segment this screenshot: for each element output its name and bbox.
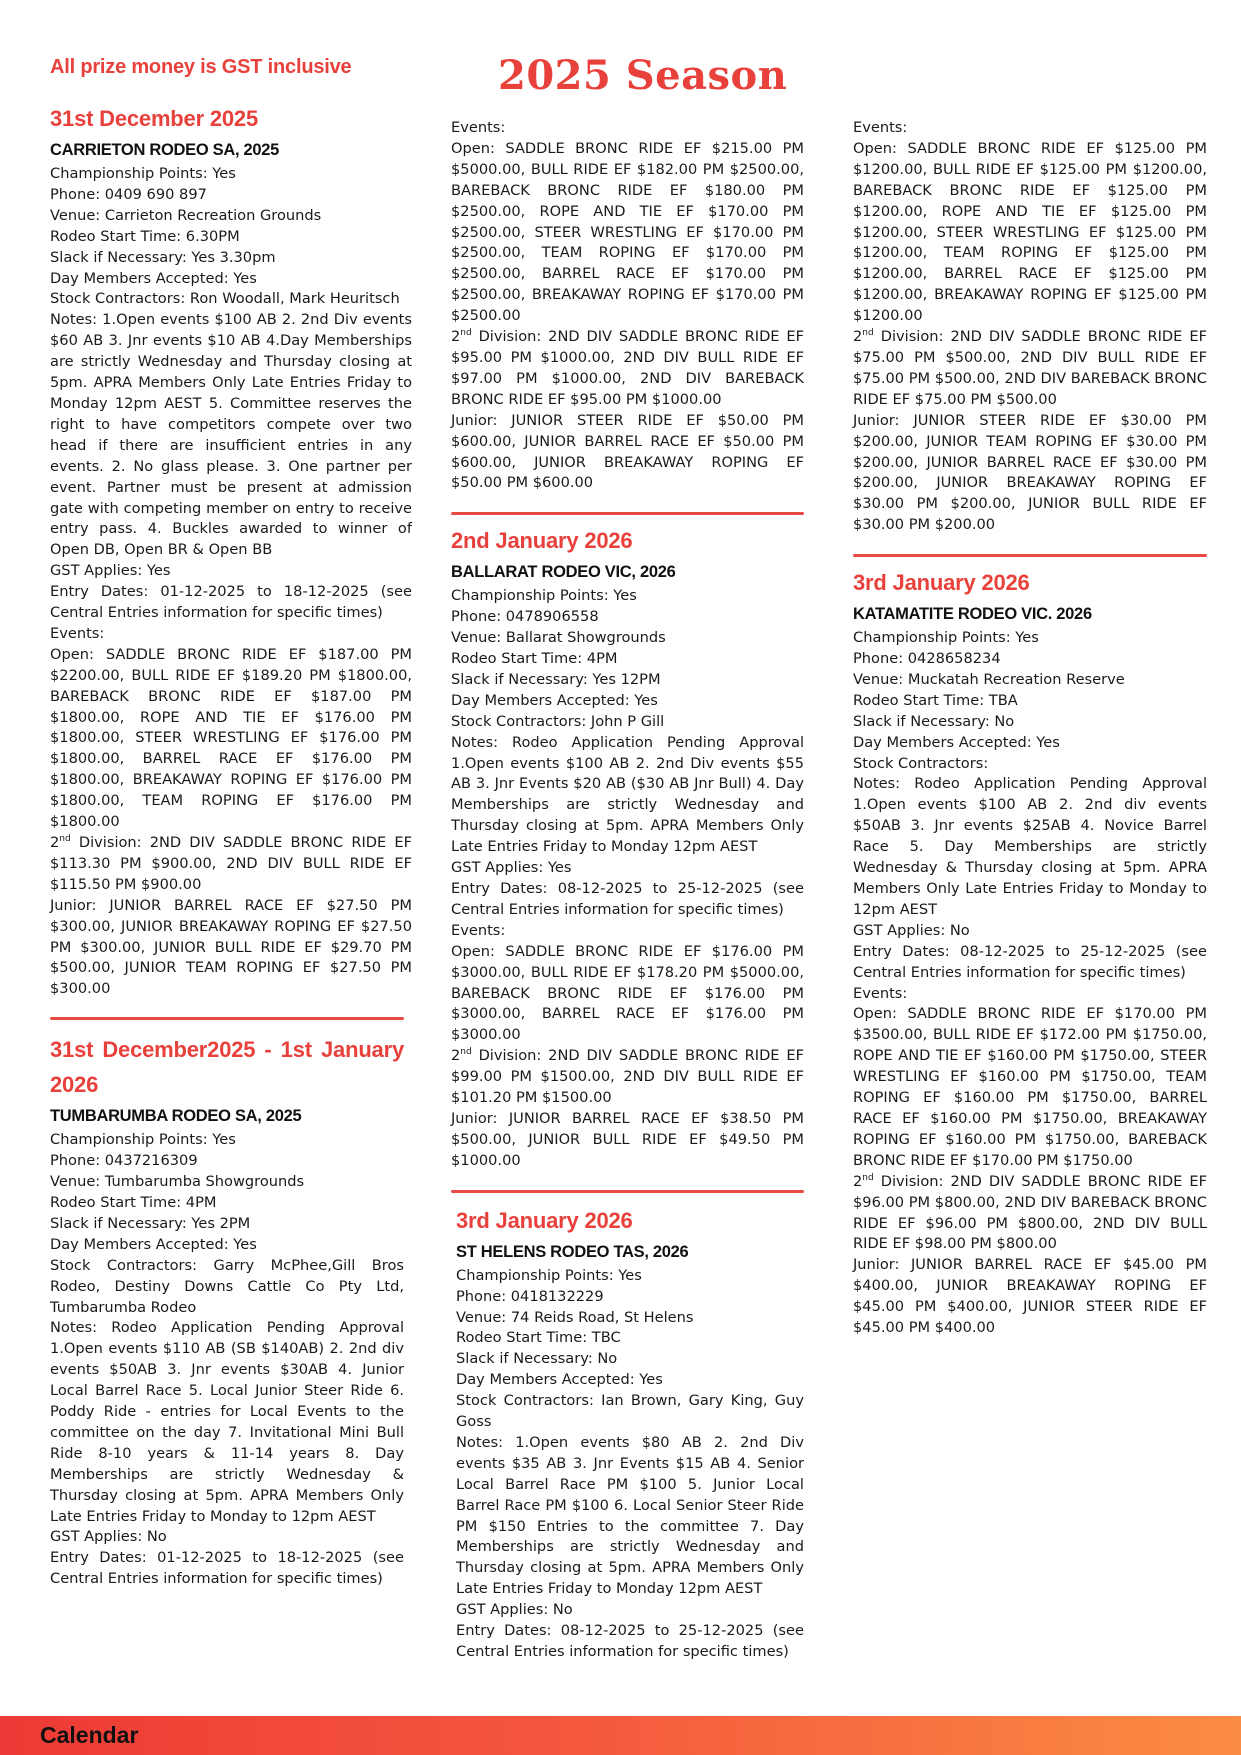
phone: Phone: 0409 690 897 bbox=[50, 185, 207, 203]
phone: Phone: 0428658234 bbox=[853, 650, 1001, 668]
second-division: 2nd Division: 2ND DIV SADDLE BRONC RIDE EF $75.00 PM $500.00, 2ND DIV BULL RIDE EF $75.00 PM $500.00, 2ND DIV BAREBACK BRONC RIDE EF $75.00 PM $500.00 bbox=[853, 328, 1207, 408]
championship-points: Championship Points: Yes bbox=[853, 629, 1039, 647]
notes: Notes: Rodeo Application Pending Approval 1.Open events $100 AB 2. 2nd div events $50AB 3. Jnr events $25AB 4. Novice Barrel Race 5. Day Memberships are strictly Wednesday & Thursday closing at 5pm. APRA Members Only Late Entries Friday to Monday to 12pm AEST bbox=[853, 775, 1207, 918]
day-members: Day Members Accepted: Yes bbox=[853, 733, 1060, 751]
event-carrieton bbox=[50, 101, 412, 1000]
second-division: 2nd Division: 2ND DIV SADDLE BRONC RIDE EF $96.00 PM $800.00, 2ND DIV BAREBACK BRONC RIDE EF $96.00 PM $800.00, 2ND DIV BULL RIDE EF $98.00 PM $800.00 bbox=[853, 1172, 1207, 1253]
junior-events: Junior: JUNIOR BARREL RACE EF $38.50 PM $500.00, JUNIOR BULL RIDE EF $49.50 PM $1000.00 bbox=[451, 1109, 804, 1169]
phone: Phone: 0437216309 bbox=[50, 1152, 198, 1170]
event-title: BALLARAT RODEO VIC, 2026 bbox=[451, 563, 676, 582]
event-date: 31st December2025 - 1st January 2026 bbox=[50, 1037, 404, 1098]
junior-events: Junior: JUNIOR BARREL RACE EF $45.00 PM $400.00, JUNIOR BREAKAWAY ROPING EF $45.00 PM $400.00, JUNIOR STEER RIDE EF $45.00 PM $400.00 bbox=[853, 1256, 1207, 1337]
event-date: 3rd January 2026 bbox=[456, 1207, 633, 1233]
events-label: Events: bbox=[853, 984, 908, 1002]
day-members: Day Members Accepted: Yes bbox=[50, 269, 257, 287]
column-3 bbox=[853, 118, 1207, 1339]
championship-points: Championship Points: Yes bbox=[50, 1131, 236, 1149]
event-continued bbox=[853, 118, 1207, 536]
slack: Slack if Necessary: Yes 2PM bbox=[50, 1214, 251, 1232]
gst: GST Applies: No bbox=[853, 921, 970, 939]
event-title: CARRIETON RODEO SA, 2025 bbox=[50, 141, 280, 159]
venue: Venue: 74 Reids Road, St Helens bbox=[456, 1308, 694, 1326]
gst: GST Applies: No bbox=[456, 1601, 573, 1619]
event-title: TUMBARUMBA RODEO SA, 2025 bbox=[50, 1107, 302, 1126]
notes: Notes: 1.Open events $100 AB 2. 2nd Div events $60 AB 3. Jnr events $10 AB 4.Day Memberships are strictly Wednesday and Thursday closing at 5pm. APRA Members Only Late Entries Friday to Monday 12pm AEST 5. Committee reserves the right to have competitors compete over two head if there are insufficient entries in any events. 2. No glass please. 3. One partner per event. Partner must be present at admission gate with competing member on entry to receive entry pass. 4. Buckles awarded to winner of Open DB, Open BR & Open BB bbox=[50, 311, 412, 559]
open-events: Open: SADDLE BRONC RIDE EF $125.00 PM $1200.00, BULL RIDE EF $125.00 PM $1200.00, BAREBACK BRONC RIDE EF $125.00 PM $1200.00, ROPE AND TIE EF $125.00 PM $1200.00, STEER WRESTLING EF $125.00 PM $1200.00, TEAM ROPING EF $125.00 PM $1200.00, BARREL RACE EF $125.00 PM $1200.00, BREAKAWAY ROPING EF $125.00 PM $1200.00 bbox=[853, 139, 1207, 325]
venue: Venue: Tumbarumba Showgrounds bbox=[50, 1173, 305, 1191]
gst: GST Applies: No bbox=[50, 1528, 167, 1546]
entry-dates: Entry Dates: 01-12-2025 to 18-12-2025 (see Central Entries information for specific times) bbox=[50, 1549, 404, 1588]
start-time: Rodeo Start Time: TBC bbox=[456, 1329, 621, 1347]
footer-label: Calendar bbox=[40, 1722, 139, 1748]
gst: GST Applies: Yes bbox=[451, 859, 572, 877]
phone: Phone: 0478906558 bbox=[451, 608, 599, 626]
notes: Notes: Rodeo Application Pending Approval 1.Open events $110 AB (SB $140AB) 2. 2nd div events $50AB 3. Jnr events $30AB 4. Junior Local Barrel Race 5. Local Junior Steer Ride 6. Poddy Ride - entries for Local Events to the committee on the day 7. Invitational Mini Bull Ride 8-10 years & 11-14 years 8. Day Memberships are strictly Wednesday & Thursday closing at 5pm. APRA Members Only Late Entries Friday to Monday to 12pm AEST bbox=[50, 1319, 404, 1525]
slack: Slack if Necessary: Yes 12PM bbox=[451, 670, 661, 688]
events-label: Events: bbox=[451, 921, 506, 939]
entry-dates: Entry Dates: 08-12-2025 to 25-12-2025 (see Central Entries information for specific times) bbox=[451, 880, 804, 918]
column-2 bbox=[451, 118, 804, 1663]
phone: Phone: 0418132229 bbox=[456, 1287, 604, 1305]
second-division: 2nd Division: 2ND DIV SADDLE BRONC RIDE EF $99.00 PM $1500.00, 2ND DIV BULL RIDE EF $101.20 PM $1500.00 bbox=[451, 1047, 804, 1107]
second-division: 2nd Division: 2ND DIV SADDLE BRONC RIDE EF $95.00 PM $1000.00, 2ND DIV BULL RIDE EF $97.00 PM $1000.00, 2ND DIV BAREBACK BRONC RIDE EF $95.00 PM $1000.00 bbox=[451, 328, 804, 408]
event-katamatite bbox=[853, 565, 1207, 1339]
event-ballarat bbox=[451, 523, 804, 1171]
stock-contractors: Stock Contractors: Ian Brown, Gary King, Guy Goss bbox=[456, 1392, 804, 1431]
event-date: 2nd January 2026 bbox=[451, 528, 633, 554]
start-time: Rodeo Start Time: TBA bbox=[853, 691, 1018, 709]
venue: Venue: Muckatah Recreation Reserve bbox=[853, 670, 1125, 688]
gst: GST Applies: Yes bbox=[50, 562, 171, 580]
venue: Venue: Carrieton Recreation Grounds bbox=[50, 206, 322, 224]
day-members: Day Members Accepted: Yes bbox=[456, 1371, 663, 1389]
section-divider bbox=[50, 1017, 404, 1020]
stock-contractors: Stock Contractors: Garry McPhee,Gill Bros Rodeo, Destiny Downs Cattle Co Pty Ltd, Tumbarumba Rodeo bbox=[50, 1256, 404, 1316]
events-label: Events: bbox=[50, 624, 105, 642]
start-time: Rodeo Start Time: 4PM bbox=[451, 650, 618, 668]
slack: Slack if Necessary: No bbox=[456, 1350, 618, 1368]
stock-contractors: Stock Contractors: John P Gill bbox=[451, 712, 665, 730]
entry-dates: Entry Dates: 01-12-2025 to 18-12-2025 (see Central Entries information for specific times) bbox=[50, 583, 412, 622]
section-divider bbox=[451, 1190, 804, 1193]
start-time: Rodeo Start Time: 4PM bbox=[50, 1193, 217, 1211]
start-time: Rodeo Start Time: 6.30PM bbox=[50, 227, 240, 245]
notes: Notes: Rodeo Application Pending Approval 1.Open events $100 AB 2. 2nd Div events $55 AB 3. Jnr Events $20 AB ($30 AB Jnr Bull) 4. Day Memberships are strictly Wednesday and Thursday closing at 5pm. APRA Members Only Late Entries Friday to Monday 12pm AEST bbox=[451, 733, 804, 856]
entry-dates: Entry Dates: 08-12-2025 to 25-12-2025 (see Central Entries information for specific times) bbox=[456, 1622, 804, 1660]
event-st-helens bbox=[451, 1203, 804, 1663]
slack: Slack if Necessary: Yes 3.30pm bbox=[50, 248, 276, 266]
stock-contractors: Stock Contractors: Ron Woodall, Mark Heuritsch bbox=[50, 290, 400, 308]
events-label: Events: bbox=[853, 119, 908, 136]
section-divider bbox=[853, 554, 1207, 557]
event-date: 3rd January 2026 bbox=[853, 570, 1030, 596]
footer-bar bbox=[0, 1716, 1241, 1755]
event-title: ST HELENS RODEO TAS, 2026 bbox=[456, 1242, 689, 1261]
season-title: 2025 Season bbox=[498, 52, 788, 99]
slack: Slack if Necessary: No bbox=[853, 712, 1015, 730]
junior-events: Junior: JUNIOR STEER RIDE EF $30.00 PM $200.00, JUNIOR TEAM ROPING EF $30.00 PM $200.00, JUNIOR BARREL RACE EF $30.00 PM $200.00, JUNIOR BREAKAWAY ROPING EF $30.00 PM $200.00, JUNIOR BULL RIDE EF $30.00 PM $200.00 bbox=[853, 411, 1207, 534]
event-date: 31st December 2025 bbox=[50, 106, 258, 131]
section-divider bbox=[451, 512, 804, 515]
junior-events: Junior: JUNIOR BARREL RACE EF $27.50 PM $300.00, JUNIOR BREAKAWAY ROPING EF $27.50 PM $300.00, JUNIOR BULL RIDE EF $29.70 PM $500.00, JUNIOR TEAM ROPING EF $27.50 PM $300.00 bbox=[50, 896, 412, 998]
championship-points: Championship Points: Yes bbox=[451, 587, 637, 605]
prize-money-note: All prize money is GST inclusive bbox=[50, 56, 352, 78]
events-label: Events: bbox=[451, 119, 506, 136]
open-events: Open: SADDLE BRONC RIDE EF $176.00 PM $3000.00, BULL RIDE EF $178.20 PM $5000.00, BAREBACK BRONC RIDE EF $176.00 PM $3000.00, BARREL RACE EF $176.00 PM $3000.00 bbox=[451, 942, 804, 1044]
open-events: Open: SADDLE BRONC RIDE EF $215.00 PM $5000.00, BULL RIDE EF $182.00 PM $2500.00, BAREBACK BRONC RIDE EF $180.00 PM $2500.00, ROPE AND TIE EF $170.00 PM $2500.00, STEER WRESTLING EF $170.00 PM $2500.00, TEAM ROPING EF $170.00 PM $2500.00, BARREL RACE EF $170.00 PM $2500.00, BREAKAWAY ROPING EF $170.00 PM $2500.00 bbox=[451, 139, 804, 325]
event-title: KATAMATITE RODEO VIC. 2026 bbox=[853, 605, 1092, 624]
championship-points: Championship Points: Yes bbox=[456, 1266, 642, 1284]
notes: Notes: 1.Open events $80 AB 2. 2nd Div events $35 AB 3. Jnr Events $15 AB 4. Senior Local Barrel Race PM $100 5. Junior Local Barrel Race PM $100 6. Local Senior Steer Ride PM $150 Entries to the committee 7. Day Memberships are strictly Wednesday and Thursday closing at 5pm. APRA Members Only Late Entries Friday to Monday 12pm AEST bbox=[456, 1433, 804, 1598]
junior-events: Junior: JUNIOR STEER RIDE EF $50.00 PM $600.00, JUNIOR BARREL RACE EF $50.00 PM $600.00, JUNIOR BREAKAWAY ROPING EF $50.00 PM $600.00 bbox=[451, 411, 804, 492]
second-division: 2nd Division: 2ND DIV SADDLE BRONC RIDE EF $113.30 PM $900.00, 2ND DIV BULL RIDE EF $115.50 PM $900.00 bbox=[50, 834, 412, 893]
entry-dates: Entry Dates: 08-12-2025 to 25-12-2025 (see Central Entries information for specific times) bbox=[853, 942, 1207, 981]
open-events: Open: SADDLE BRONC RIDE EF $170.00 PM $3500.00, BULL RIDE EF $172.00 PM $1750.00, ROPE AND TIE EF $160.00 PM $1750.00, STEER WRESTLING EF $160.00 PM $1750.00, TEAM ROPING EF $160.00 PM $1750.00, BARREL RACE EF $160.00 PM $1750.00, BREAKAWAY ROPING EF $160.00 PM $1750.00, BAREBACK BRONC RIDE EF $170.00 PM $1750.00 bbox=[853, 1005, 1207, 1169]
open-events: Open: SADDLE BRONC RIDE EF $187.00 PM $2200.00, BULL RIDE EF $189.20 PM $1800.00, BAREBACK BRONC RIDE EF $187.00 PM $1800.00, ROPE AND TIE EF $176.00 PM $1800.00, STEER WRESTLING EF $176.00 PM $1800.00, BARREL RACE EF $176.00 PM $1800.00, BREAKAWAY ROPING EF $176.00 PM $1800.00, TEAM ROPING EF $176.00 PM $1800.00 bbox=[50, 645, 412, 831]
day-members: Day Members Accepted: Yes bbox=[451, 691, 658, 709]
column-1 bbox=[50, 101, 412, 1590]
event-continued bbox=[451, 118, 804, 494]
event-tumbarumba bbox=[50, 1032, 404, 1590]
venue: Venue: Ballarat Showgrounds bbox=[451, 629, 666, 647]
championship-points: Championship Points: Yes bbox=[50, 165, 236, 182]
stock-contractors: Stock Contractors: bbox=[853, 754, 989, 772]
day-members: Day Members Accepted: Yes bbox=[50, 1235, 257, 1253]
